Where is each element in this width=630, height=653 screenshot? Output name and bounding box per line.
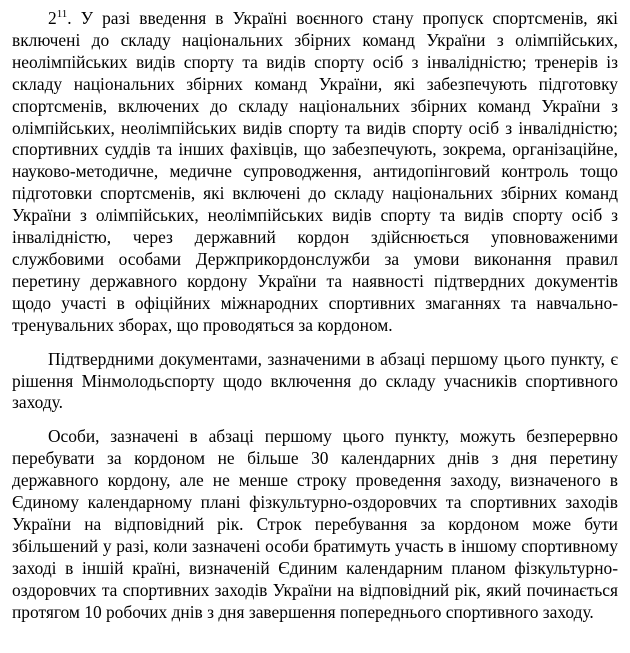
clause-number-superscript: 11 xyxy=(56,8,68,20)
clause-number xyxy=(48,8,72,28)
clause-paragraph xyxy=(12,8,618,337)
paragraph-supporting-documents: Підтвердними документами, зазначеними в абзаці першому цього пункту, є рішення Мінмолодьспорту щодо включення до складу учасників спортивного заходу. xyxy=(12,348,618,413)
clause-number-main: 2 xyxy=(48,8,57,28)
clause-text: У разі введення в Україні воєнного стану пропуск спортсменів, які включені до складу національних збірних команд України з олімпійських, неолімпійських видів спорту та видів спорту осіб з інвалідністю; тренерів із складу національних збірних команд України, які забезпечують підготовку спортсменів, включених до складу національних збірних команд України з олімпійських, неолімпійських видів спорту та видів спорту осіб з інвалідністю; спортивних суддів та інших фахівців, що забезпечують, зокрема, організаційне, науково-методичне, медичне супроводження, антидопінговий контроль тощо підготовки спортсменів, які включені до складу національних збірних команд України з олімпійських, неолімпійських видів спорту та видів спорту осіб з інвалідністю, через державний кордон здійснюється уповноваженими службовими особами Держприкордонслужби за умови виконання правил перетину державного кордону України та наявності підтвердних документів щодо участі в офіційних міжнародних спортивних змаганнях та навчально-тренувальних зборах, що проводяться за кордоном. xyxy=(12,8,618,335)
clause-number-separator: . xyxy=(67,8,72,28)
document-page xyxy=(12,8,618,623)
paragraph-stay-duration: Особи, зазначені в абзаці першому цього пункту, можуть безперервно перебувати за кордоном не більше 30 календарних днів з дня перетину державного кордону, але не менше строку проведення заходу, визначеного в Єдиному календарному плані фізкультурно-оздоровчих та спортивних заходів України на відповідний рік. Строк перебування за кордоном може бути збільшений у разі, коли зазначені особи братимуть участь в іншому спортивному заході в іншій країні, визначеній Єдиним календарним планом фізкультурно-оздоровчих та спортивних заходів України на відповідний рік, який починається протягом 10 робочих днів з дня завершення попереднього спортивного заходу. xyxy=(12,426,618,622)
